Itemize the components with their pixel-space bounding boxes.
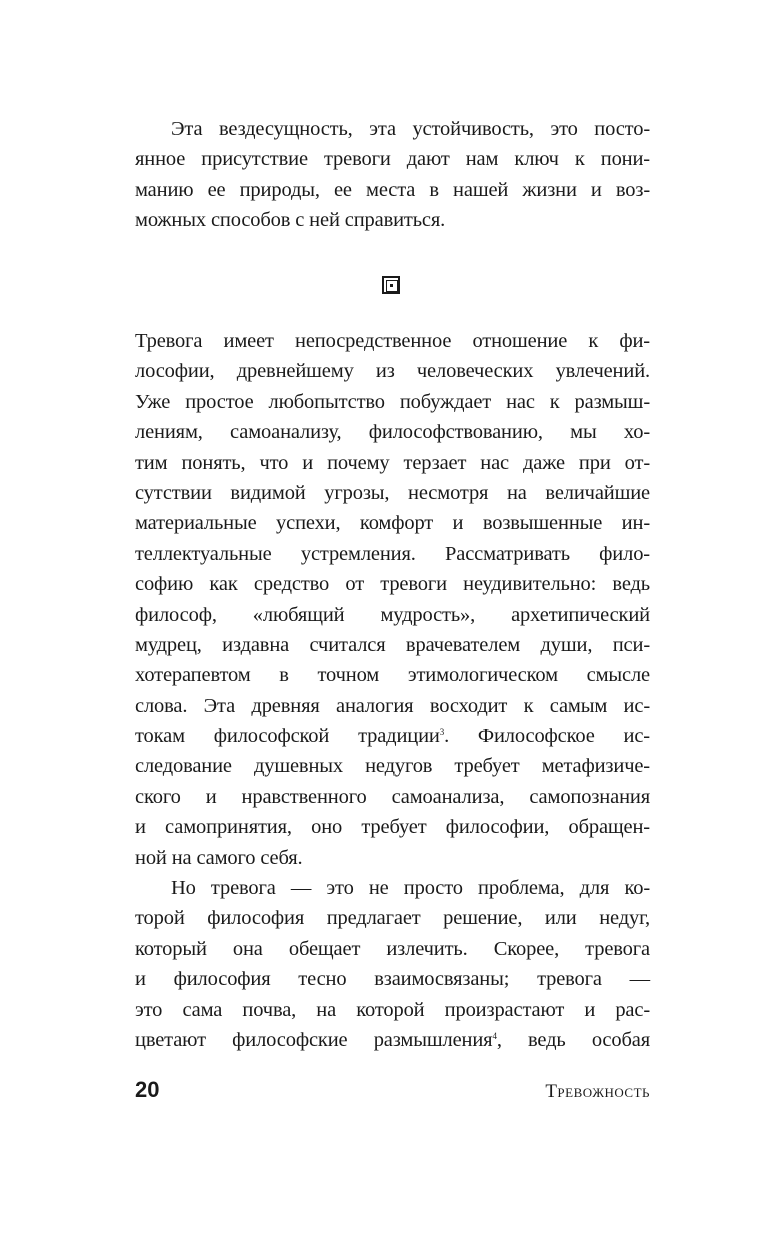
text-line: Эта вездесущность, эта устойчивость, это посто-	[171, 118, 650, 140]
text-line: и философия тесно взаимосвязаны; тревога —	[135, 968, 650, 991]
footnote-ref-4[interactable]: 4	[492, 1030, 497, 1041]
text-line: ной на самого себя.	[135, 846, 303, 869]
text-line: можных способов с ней справиться.	[135, 209, 446, 232]
text-line: это сама почва, на которой произрастают и рас-	[135, 998, 650, 1021]
footnote-ref-3[interactable]: 3	[439, 727, 445, 738]
text-fragment: , ведь особая	[496, 1028, 650, 1051]
text-line: тим понять, что и почему терзает нас даже при от-	[135, 451, 650, 474]
text-line: мудрец, издавна считался врачевателем души, пси-	[135, 633, 650, 656]
text-line: сутствии видимой угрозы, несмотря на величайшие	[135, 481, 650, 504]
text-fragment: токам философской традиции	[135, 725, 440, 748]
text-line: материальные успехи, комфорт и возвышенные ин-	[135, 512, 650, 535]
running-head: Тревожность	[545, 1081, 650, 1102]
text-line: Но тревога — это не просто проблема, для ко-	[171, 877, 650, 900]
text-line	[135, 1025, 650, 1055]
text-line: теллектуальные устремления. Рассматривать фило-	[135, 542, 650, 565]
text-line: и самопринятия, оно требует философии, обращен-	[135, 816, 650, 839]
text-line: следование душевных недугов требует метафизиче-	[135, 755, 650, 778]
text-line: торой философия предлагает решение, или недуг,	[135, 907, 650, 930]
text-line: лософии, древнейшему из человеческих увлечений.	[135, 360, 650, 383]
paragraph-intro	[135, 114, 650, 236]
text-fragment: . Философское ис-	[444, 725, 650, 748]
text-line: софию как средство от тревоги неудивительно: ведь	[135, 573, 650, 596]
text-line: хотерапевтом в точном этимологическом смысле	[135, 664, 650, 687]
square-spiral-ornament-icon	[382, 276, 400, 294]
text-line: слова. Эта древняя аналогия восходит к самым ис-	[135, 694, 650, 717]
page-number: 20	[135, 1077, 160, 1102]
text-line: Уже простое любопытство побуждает нас к размыш-	[135, 390, 650, 413]
paragraph-main	[135, 326, 650, 1055]
text-line: Тревога имеет непосредственное отношение к фи-	[135, 330, 650, 352]
text-line: философ, «любящий мудрость», архетипический	[135, 603, 650, 626]
text-fragment: цветают философские размышления	[135, 1028, 493, 1051]
text-line: ского и нравственного самоанализа, самопознания	[135, 785, 650, 808]
text-line: лениям, самоанализу, философствованию, мы хо-	[135, 421, 650, 444]
text-line	[135, 721, 650, 751]
text-line: который она обещает излечить. Скорее, тревога	[135, 937, 650, 960]
text-line: манию ее природы, ее места в нашей жизни и воз-	[135, 178, 650, 201]
text-line: янное присутствие тревоги дают нам ключ к пони-	[135, 148, 650, 171]
